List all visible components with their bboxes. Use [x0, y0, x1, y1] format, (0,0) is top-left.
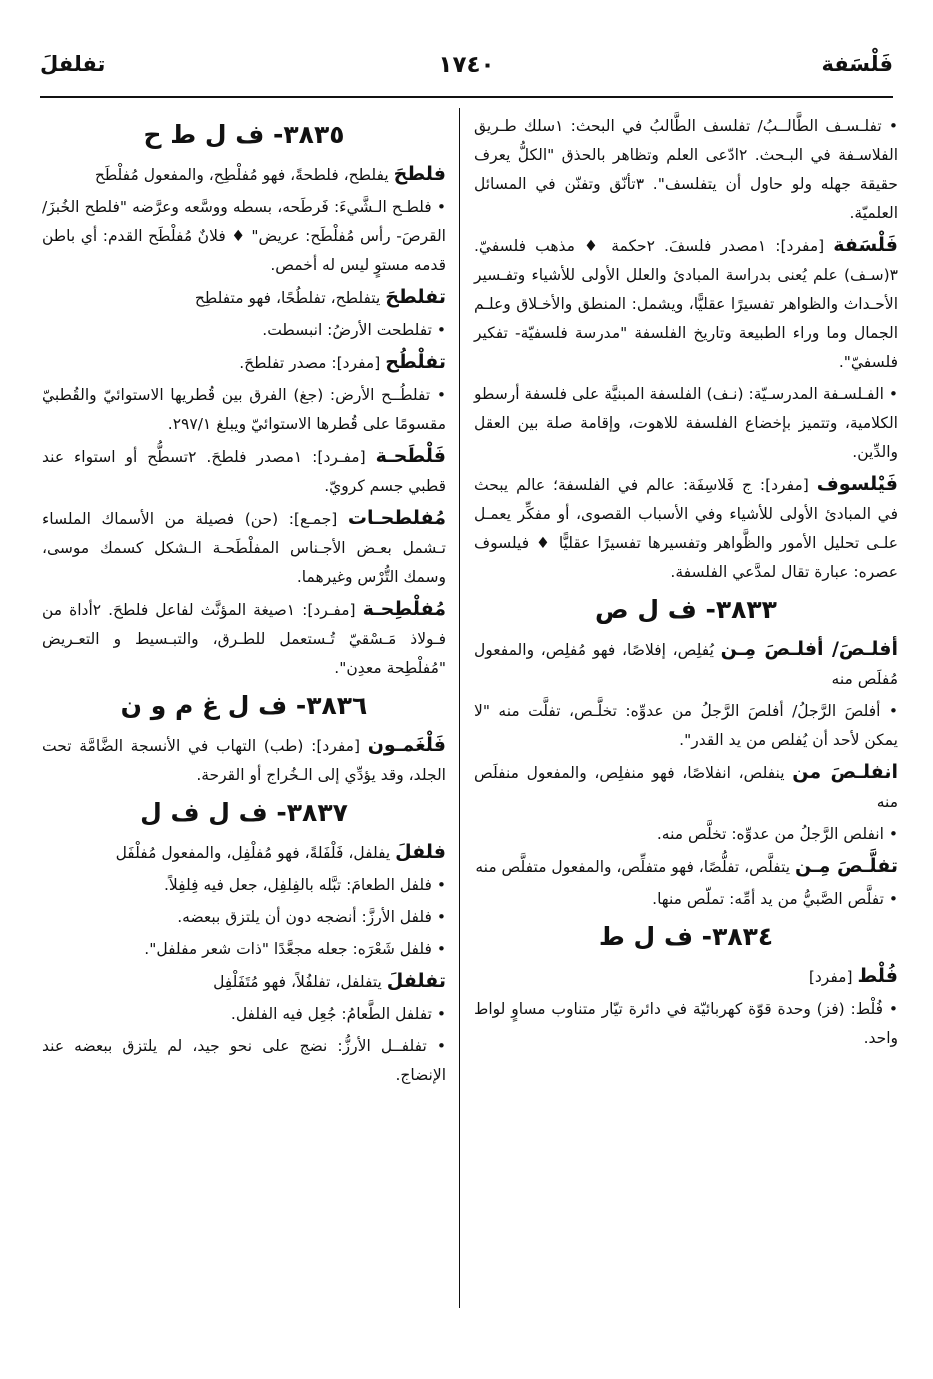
entry-definition: [مفرد]: [808, 968, 858, 986]
dictionary-entry: [42, 348, 446, 378]
entry-definition: • انفلص الرَّجلُ من عدوِّه: تخلَّص منه.: [656, 825, 898, 843]
dictionary-entry: [42, 160, 446, 190]
entry-headword: فُلْط: [857, 965, 898, 987]
entry-definition: [مفـرد]: ١صيغة المؤنَّث لفاعل فلطحَ. ٢أداة من فـولاذ مَـسْقيّ تُـستعمل للطـرق، والتبـسيط و التعـريض "مُفلْطِحة معدِن".: [42, 601, 446, 677]
root-section-heading: ٣٨٣٤- ف ل ط: [598, 922, 774, 951]
entry-headword: مُفلطحـات: [347, 507, 446, 529]
entry-headword: تفلَّـصَ مِـن: [795, 855, 898, 877]
entry-definition: • فُلْط: (فز) وحدة قوّة كهربائيّة في دائرة تيّار متناوب مساوٍ لواط واحد.: [474, 1000, 898, 1047]
dictionary-entry: [474, 112, 898, 228]
page-number: ١٧٤٠: [438, 52, 495, 78]
entry-definition: • فلفل شَعْرَه: جعله مجعَّدًا "ذات شعر مفلفل".: [144, 940, 446, 958]
dictionary-entry: [42, 1000, 446, 1029]
left-column: [42, 112, 446, 1093]
entry-definition: [مفرد]: ج فَلاسِفَة: عالم في الفلسفة؛ عالم يبحث في المبادئ الأولى للأشياء وفي الأسباب القصوى، أو مفكِّر يعمـل علـى تحليل الأمور والظَّواهر وتفسيرها تفسيرًا عقليًّا ♦ فيلسوف عصره: عبارة تقال لمدَّعي الفلسفة.: [474, 476, 898, 581]
entry-headword: فلفلَ: [395, 841, 446, 863]
root-section-heading: ٣٨٣٧- ف ل ف ل: [140, 798, 348, 827]
entry-definition: [مفرد]: (طب) التهاب في الأنسجة الضَّامَّة تحت الجلد، وقد يؤدِّي إلى الـخُراج أو القرحة.: [42, 737, 446, 784]
entry-headword: أفلـصَ/ أفلـصَ مِـن: [720, 638, 899, 660]
header-last-word: تفلفلَ: [40, 52, 106, 76]
entry-definition: [مفـرد]: ١مصدر فلطحَ. ٢تسطُّح أو استواء عند قطبي جسم كرويّ.: [42, 448, 446, 495]
dictionary-entry: [42, 283, 446, 313]
dictionary-entry: [474, 758, 898, 817]
entry-headword: فَلْسَفة: [833, 234, 898, 256]
dictionary-entry: [474, 995, 898, 1053]
entry-headword: تفلفلَ: [386, 970, 446, 992]
header-rule: [40, 96, 893, 98]
column-divider: [459, 108, 460, 1308]
root-section-heading: ٣٨٣٦- ف ل غ م و ن: [120, 691, 368, 720]
dictionary-entry: [42, 935, 446, 964]
entry-headword: فَلْطَحـة: [375, 445, 446, 467]
entry-definition: ينفلص، انفلاصًا، فهو منفلِص، والمفعول منفلَص منه: [474, 764, 898, 811]
entry-definition: يُفلِص، إفلاصًا، فهو مُفلِص، والمفعول مُفلَص منه: [474, 641, 898, 688]
entry-definition: [جمـع]: (حن) فصيلة من الأسماك الملساء تـشمل بعـض الأجـناس المفلْطَحـة الـشكل كسمك موسى، وسمك التُّرْس وغيرهما.: [42, 510, 446, 586]
entry-definition: • تفلـسـف الطَّالــبُ/ تفلسف الطَّالبُ في البحث: ١سلك طـريق الفلاسـفة في البـحث. ٢ادّعى العلم وتظاهر بالحذق "الكلُّ يعرف حقيقة جهله ولو حاول أن يتفلسف". ٣تأنّق وتفنّن في المسائل العلميّة.: [474, 117, 898, 222]
entry-definition: يفلفل، فَلْفَلةً، فهو مُفلْفِل، والمفعول مُفلْفَل: [115, 844, 396, 862]
dictionary-entry: [474, 380, 898, 467]
entry-definition: يتفلفل، تفلفُلاً، فهو مُتَفَلْفِل: [213, 973, 387, 991]
dictionary-entry: [474, 470, 898, 587]
entry-definition: • الفـلسـفة المدرسـيّة: (نـف) الفلسفة المبنيَّة على فلسفة أرسطو الكلامية، وتتميز بإخضاع الفلسفة للاهوت، وإقامة صلة بين العقل والدِّين.: [474, 385, 898, 461]
entry-definition: • تفلفــل الأرزُّ: نضج على نحو جيد، لم يلتزق ببعضه عند الإنضاج.: [42, 1037, 446, 1084]
dictionary-entry: [42, 871, 446, 900]
page-header: [40, 52, 893, 90]
entry-definition: • تفلطُــح الأرض: (جغ) الفرق بين قُطريها الاستوائيّ والقُطبيّ مقسومًا على قُطرها الاستوائيّ ويبلغ ٢٩٧/١.: [42, 386, 446, 433]
root-section-heading: ٣٨٣٣- ف ل ص: [595, 595, 777, 624]
header-first-word: فَلْسَفة: [821, 52, 893, 76]
entry-definition: يتفلَّص، تفلُّصًا، فهو متفلِّص، والمفعول متفلَّص منه: [475, 858, 796, 876]
entry-headword: انفلـصَ من: [792, 761, 898, 783]
entry-definition: • فلفل الطعامَ: تبَّله بالفِلفِل، جعل فيه فِلفِلاً.: [163, 876, 446, 894]
entry-definition: • تفلفل الطَّعامُ: جُعِل فيه الفلفل.: [230, 1005, 446, 1023]
dictionary-entry: [42, 316, 446, 345]
entry-headword: تفلطحَ: [385, 286, 446, 308]
dictionary-entry: [42, 967, 446, 997]
dictionary-entry: [474, 635, 898, 694]
entry-definition: يفلطح، فلطحةً، فهو مُفلْطِح، والمفعول مُفلْطَح: [94, 166, 394, 184]
entry-headword: مُفلْطِحـة: [362, 598, 447, 620]
entry-definition: • تفلطحت الأرضُ: انبسطت.: [262, 321, 446, 339]
dictionary-entry: [474, 852, 898, 882]
dictionary-entry: [474, 231, 898, 377]
dictionary-entry: [42, 595, 446, 683]
dictionary-entry: [42, 193, 446, 280]
entry-definition: • فلطـح الـشَّيءَ: فَرطَحه، بسطه ووسَّعه وعرَّضه "فلطح الخُبزَ/ القرصَ- رأس مُفلْطَح: عريض" ♦ فلانٌ مُفلْطَح القدم: أي باطن قدمه مستوٍ ليس له أخمص.: [42, 198, 446, 274]
entry-headword: تفلْطُح: [385, 351, 446, 373]
entry-headword: فَيْلسوف: [816, 473, 898, 495]
root-section-heading: ٣٨٣٥- ف ل ط ح: [143, 120, 345, 149]
entry-headword: فلطحَ: [393, 163, 446, 185]
dictionary-entry: [42, 504, 446, 592]
dictionary-entry: [42, 838, 446, 868]
dictionary-entry: [42, 1032, 446, 1090]
dictionary-entry: [42, 381, 446, 439]
entry-definition: [مفرد]: ١مصدر فلسفَ. ٢حكمة ♦ مذهب فلسفيّ. ٣(سـف) علم يُعنى بدراسة المبادئ والعلل الأولى للأشياء وتفـسير الأحـداث والظواهر تفسيرًا عقليًّا، ويشمل: المنطق والأخـلاق وعلـم الجمال وما وراء الطبيعة وتاريخ الفلسفة "مدرسة فلسفيّة- تفكير فلسفيّ".: [474, 237, 898, 371]
entry-definition: [مفرد]: مصدر تفلطحَ.: [239, 354, 386, 372]
entry-definition: يتفلطح، تفلطُحًا، فهو متفلطِح: [194, 289, 386, 307]
entry-definition: • أفلصَ الرَّجلُ/ أفلصَ الرَّجلُ من عدوِّه: تخلَّـص، تفلَّت منه "لا يمكن لأحد أن يُفلص من يد القدر".: [474, 702, 898, 749]
dictionary-entry: [474, 820, 898, 849]
right-column: [474, 112, 898, 1056]
dictionary-entry: [474, 697, 898, 755]
dictionary-entry: [42, 903, 446, 932]
dictionary-entry: [42, 731, 446, 790]
dictionary-entry: [474, 962, 898, 992]
dictionary-entry: [474, 885, 898, 914]
entry-definition: • تفلَّص الصَّبيُّ من يد أمِّه: تملّص منها.: [652, 890, 898, 908]
entry-headword: فَلْغَمـون: [367, 734, 446, 756]
entry-definition: • فلفل الأرزَّ: أنضجه دون أن يلتزق ببعضه.: [177, 908, 446, 926]
dictionary-entry: [42, 442, 446, 501]
